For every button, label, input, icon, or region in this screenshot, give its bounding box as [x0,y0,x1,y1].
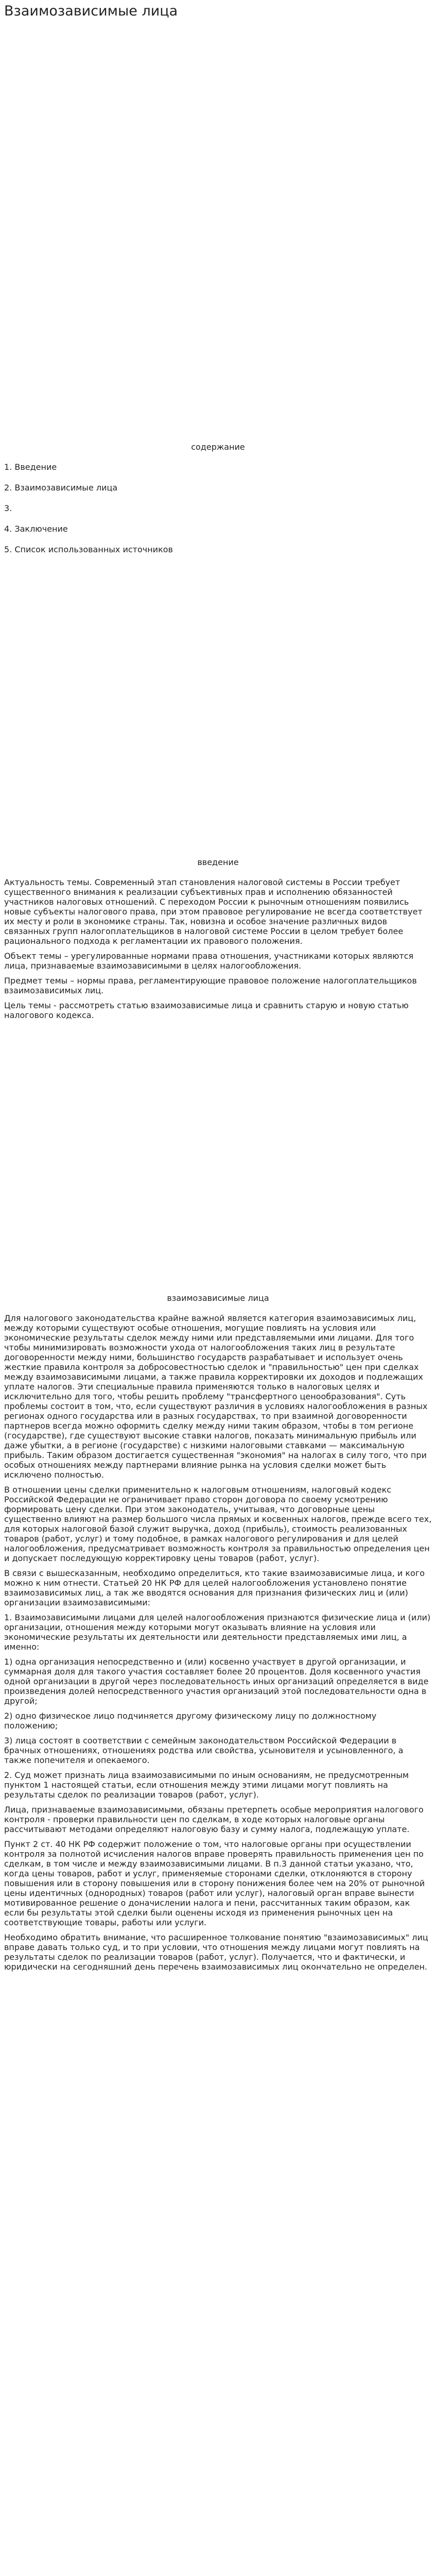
intro-paragraph: Объект темы – урегулированные нормами права отношения, участниками которых являются лица, признаваемые взаимозависимыми в целях налогообложения. [4,951,414,971]
main-paragraph: 2) одно физическое лицо подчиняется другому физическому лицу по должностному положению; [4,1711,377,1731]
main-paragraph: Лица, признаваемые взаимозависимыми, обязаны претерпеть особые мероприятия налогового контроля - проверки правильности цен по сделкам, в ходе которых налоговые органы рассчитывают методами определяют налоговую базу и сумму налога, подлежащую уплате. [4,1805,424,1834]
main-heading: взаимозависимые лица [167,1293,269,1303]
intro-paragraph: Цель темы - рассмотреть статью взаимозависимые лица и сравнить старую и новую статью налогового кодекса. [4,1001,409,1020]
toc-list [4,462,432,565]
main-paragraph: В связи с вышесказанным, необходимо определиться, кто такие взаимозависимые лица, и кого можно к ним отнести. Статьей 20 НК РФ для целей налогообложения установлено понятие взаимозависимых лиц, а так же вводятся основания для признания физических лиц и (или) организации взаимозависимыми: [4,1568,425,1607]
main-paragraph: 3) лица состоят в соответствии с семейным законодательством Российской Федерации в брачных отношениях, отношениях родства или свойства, усыновителя и усыновленного, а также попечителя и опекаемого. [4,1736,404,1765]
main-paragraph: 2. Суд может признать лица взаимозависимыми по иным основаниям, не предусмотренным пунктом 1 настоящей статьи, если отношения между этими лицами могут повлиять на результаты сделок по реализации товаров (работ, услуг). [4,1770,409,1800]
table-of-contents [4,442,432,565]
main-paragraph: Для налогового законодательства крайне важной является категория взаимозависимых лиц, между которыми существуют особые отношения, могущие повлиять на условия или экономические результаты сделок между ними или представляемыми ими лицами. Для того чтобы минимизировать возможности ухода от налогообложения таких лиц в результате договоренности между ними, большинство государств разрабатывает и использует очень жесткие правила контроля за добросовестностью сделок и "правильностью" цен при сделках между взаимозависимыми лицами, а также правила корректировки их доходов и подлежащих уплате налогов. Эти специальные правила применяются только в налоговых целях и исключительно для того, чтобы решить проблему "трансфертного ценообразования". Суть проблемы состоит в том, что, если существуют различия в условиях налогообложения в разных регионах одного государства или в разных государствах, то при взаимной договоренности партнеров всегда можно оформить сделку между ними таким образом, чтобы в том регионе (государстве), где существуют высокие ставки налогов, показать минимальную прибыль или даже убытки, а в регионе (государстве) с низкими налоговыми ставками — максимальную прибыль. Таким образом достигается существенная "экономия" на налогах в силу того, что при особых отношениях между партнерами влияние рынка на условия сделки может быть исключено полностью. [4,1313,428,1480]
intro-heading: введение [197,857,239,867]
toc-item: 1. Введение [4,462,57,472]
main-paragraph: В отношении цены сделки применительно к налоговым отношениям, налоговый кодекс Российской Федерации не ограничивает право сторон договора по своему усмотрению формировать цену сделки. При этом законодатель, учитывая, что договорные цены существенно влияют на размер большого числа прямых и косвенных налогов, прежде всего тех, для которых налоговой базой служит выручка, доход (прибыль), стоимость реализованных товаров (работ, услуг) и тому подобное, в рамках налогового регулирования и для целей налогообложения, предусматривает возможность контроля за правильностью определения цен и допускает последующую корректировку цены товаров (работ, услуг). [4,1485,432,1563]
main-paragraph: Необходимо обратить внимание, что расширенное толкование понятию "взаимозависимых" лиц вправе давать только суд, и то при условии, что отношения между лицами могут повлиять на результаты сделок по реализации товаров (работ, услуг). Получается, что и фактически, и юридически на сегодняшний день перечень взаимозависимых лиц окончательно не определен. [4,1933,428,1972]
introduction-section [4,857,432,1025]
main-section [4,1293,432,1977]
main-paragraph: 1) одна организация непосредственно и (или) косвенно участвует в другой организации, и суммарная доля для такого участия составляет более 20 процентов. Доля косвенного участия одной организации в другой через последовательность иных организаций определяется в виде произведения долей непосредственного участия организаций этой последовательности одна в другой; [4,1657,429,1706]
main-paragraph: Пункт 2 ст. 40 НК РФ содержит положение о том, что налоговые органы при осуществлении контроля за полнотой исчисления налогов вправе проверять правильность применения цен по сделкам, в том числе и между взаимозависимыми лицами. В п.3 данной статьи указано, что, когда цены товаров, работ и услуг, применяемые сторонами сделки, отклоняются в сторону повышения или в сторону повышения или в сторону понижения более чем на 20% от рыночной цены идентичных (однородных) товаров (работ или услуг), налоговый орган вправе вынести мотивированное решение о доначислении налога и пени, рассчитанных таким образом, как если бы результаты этой сделки были оценены исходя из применения рыночных цен на соответствующие товары, работы или услуги. [4,1839,425,1927]
intro-paragraph: Предмет темы – нормы права, регламентирующие правовое положение налогоплательщиков взаимозависимых лиц. [4,976,417,995]
toc-item: 5. Список использованных источников [4,545,173,554]
page-title: Взаимозависимые лица [4,3,178,19]
main-paragraph: 1. Взаимозависимыми лицами для целей налогообложения признаются физические лица и (или) организации, отношения между которыми могут оказывать влияние на условия или экономические результаты их деятельности или деятельности представляемых ими лиц, а именно: [4,1613,431,1652]
intro-paragraph: Актуальность темы. Современный этап становления налоговой системы в России требует существенного внимания к реализации субъективных прав и исполнению обязанностей участников налоговых отношений. С переходом России к рыночным отношениям появились новые субъекты налогового права, при этом правовое регулирование не всегда соответствует их месту и роли в экономике страны. Так, новизна и особое значение различных видов связанных групп налогоплательщиков в налоговой системе России в целом требует более рационального подхода к регламентации их правового положения. [4,877,423,946]
toc-item: 2. Взаимозависимые лица [4,483,118,493]
toc-item: 4. Заключение [4,524,68,534]
toc-item: 3. [4,503,12,513]
toc-heading: содержание [191,442,245,452]
